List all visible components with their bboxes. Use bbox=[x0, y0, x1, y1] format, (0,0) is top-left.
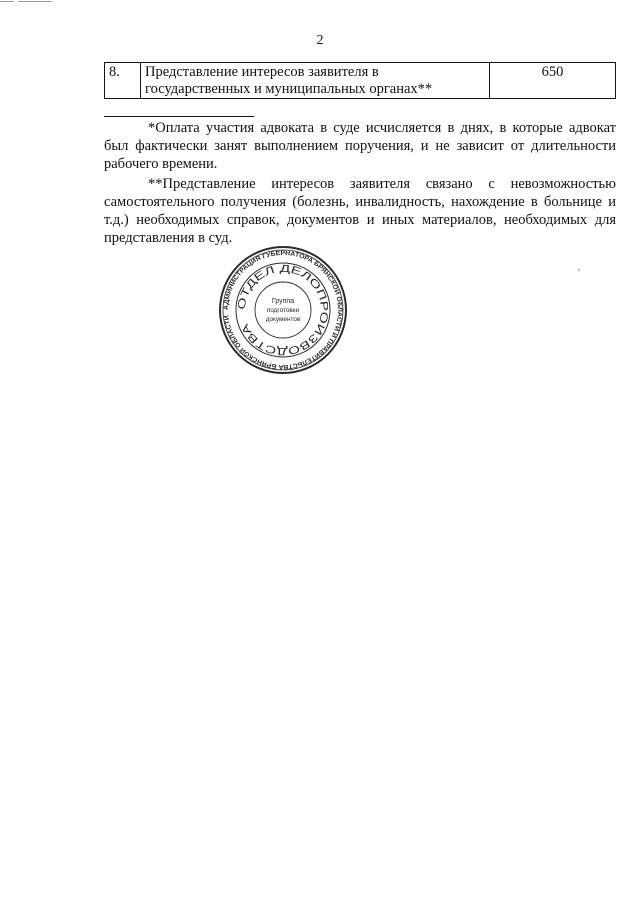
scan-dot bbox=[578, 269, 580, 271]
description-line: государственных и муниципальных органах** bbox=[145, 81, 433, 97]
stamp-outer-text: АДМИНИСТРАЦИЯ ГУБЕРНАТОРА БРЯНСКОЙ ОБЛАСТИ И ПРАВИТЕЛЬСТВА БРЯНСКОЙ ОБЛАСТИ bbox=[222, 249, 344, 371]
footnote-single-asterisk: *Оплата участия адвоката в суде исчисляется в днях, в которые адвокат был фактически занят выполнением поручения, и не зависит от длительности рабочего времени. bbox=[104, 120, 616, 172]
stamp-center-line: подготовки bbox=[266, 307, 300, 314]
stamp-inner-text: ОТДЕЛ ДЕЛОПРОИЗВОДСТВА bbox=[235, 262, 331, 358]
page-number: 2 bbox=[316, 33, 324, 48]
row-description-cell bbox=[141, 63, 490, 99]
official-stamp bbox=[218, 245, 348, 375]
scan-corner-mark bbox=[0, 0, 52, 4]
row-price-cell: 650 bbox=[490, 63, 616, 99]
footnote-double-asterisk: **Представление интересов заявителя связано с невозможностью самостоятельного получения (болезнь, инвалидность, нахождение в больнице и т.д.) необходимых справок, документов и иных материалов, необходимых для представления в суд. bbox=[104, 176, 616, 246]
footnote-separator bbox=[104, 116, 254, 117]
stamp-center-line: Группа bbox=[271, 298, 295, 305]
row-number-cell: 8. bbox=[105, 63, 141, 99]
footnotes bbox=[104, 119, 616, 249]
table-row bbox=[105, 63, 616, 99]
description-line: Представление интересов заявителя в bbox=[145, 64, 379, 80]
fee-table bbox=[104, 62, 616, 99]
stamp-center-line: документов bbox=[265, 316, 301, 323]
